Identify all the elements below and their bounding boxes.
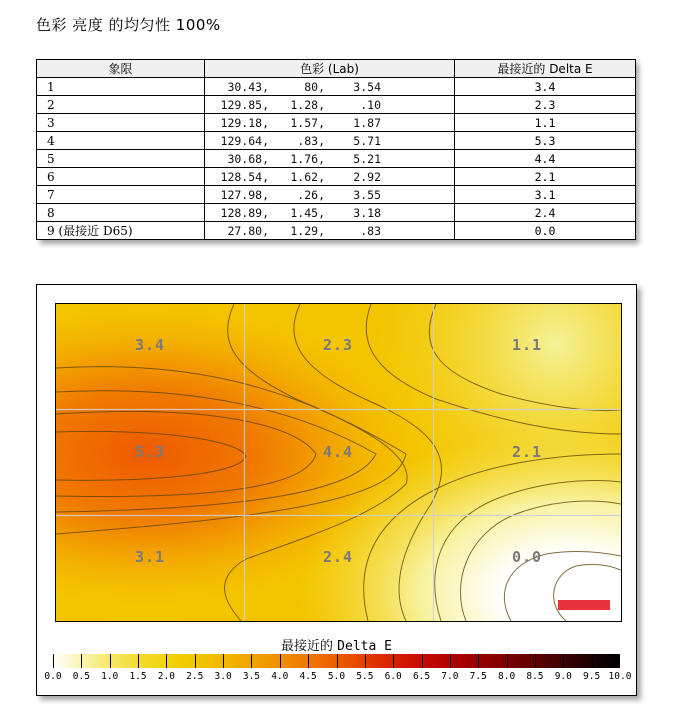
- quadrant-cell: 9 (最接近 D65): [37, 222, 205, 240]
- legend-title: 最接近的 Delta E: [281, 639, 392, 654]
- delta-e-cell: 2.4: [455, 204, 636, 222]
- header-delta-e: 最接近的 Delta E: [455, 60, 636, 78]
- cell-label-4: 5.3: [134, 443, 166, 461]
- delta-e-cell: 2.3: [455, 96, 636, 114]
- table-row: [37, 168, 636, 186]
- table-row: [37, 150, 636, 168]
- lab-l: 128.89,: [220, 205, 269, 220]
- uniformity-table: [36, 59, 635, 240]
- scale-tick-label: 1.5: [129, 671, 147, 682]
- scale-tick: [308, 654, 309, 668]
- lab-l: 30.68,: [227, 151, 269, 166]
- scale-tick-label: 2.0: [157, 671, 175, 682]
- scale-tick: [53, 654, 54, 668]
- scale-tick: [251, 654, 252, 668]
- scale-tick-label: 6.5: [412, 671, 431, 682]
- scale-tick-label: 4.5: [299, 671, 317, 682]
- scale-tick-label: 0.5: [72, 671, 90, 682]
- scale-tick-label: 10.0: [608, 671, 632, 682]
- lab-a: .26,: [297, 187, 325, 202]
- scale-tick: [450, 654, 451, 668]
- cell-label-1: 3.4: [134, 336, 166, 354]
- lab-b: 1.87: [353, 115, 381, 130]
- scale-tick-label: 0.0: [44, 671, 62, 682]
- table-row: [37, 114, 636, 132]
- lab-cell: [205, 114, 455, 132]
- lab-cell: [205, 186, 455, 204]
- lab-b: 2.92: [353, 169, 381, 184]
- scale-tick: [138, 654, 139, 668]
- quadrant-cell: 3: [37, 114, 205, 132]
- scale-tick-label: 9.5: [583, 671, 601, 682]
- delta-e-cell: 3.4: [455, 78, 636, 96]
- scale-tick: [223, 654, 224, 668]
- lab-b: 3.55: [353, 187, 381, 202]
- scale-tick: [535, 654, 536, 668]
- table-header-row: [37, 60, 636, 78]
- lab-cell: [205, 132, 455, 150]
- delta-e-cell: 4.4: [455, 150, 636, 168]
- quadrant-cell: 8: [37, 204, 205, 222]
- uniformity-contour-chart: [36, 284, 637, 696]
- lab-cell: [205, 78, 455, 96]
- lab-a: 1.57,: [290, 115, 325, 130]
- scale-tick-label: 7.5: [469, 671, 487, 682]
- scale-tick: [195, 654, 196, 668]
- table-row: [37, 78, 636, 96]
- page-title: 色彩 亮度 的均匀性 100%: [36, 16, 221, 34]
- scale-tick: [337, 654, 338, 668]
- scale-tick-label: 5.5: [356, 671, 374, 682]
- quadrant-cell: 5: [37, 150, 205, 168]
- lab-b: 3.18: [353, 205, 381, 220]
- scale-tick-label: 3.0: [214, 671, 232, 682]
- scale-tick-label: 4.0: [271, 671, 289, 682]
- lab-l: 129.85,: [220, 97, 269, 112]
- scale-tick: [422, 654, 423, 668]
- scale-tick-label: 7.0: [441, 671, 459, 682]
- lab-cell: [205, 168, 455, 186]
- scale-tick: [81, 654, 82, 668]
- lab-b: 5.71: [353, 133, 381, 148]
- lab-l: 127.98,: [220, 187, 269, 202]
- scale-tick-label: 3.5: [242, 671, 261, 682]
- lab-b: .83: [360, 223, 381, 238]
- table-row: [37, 204, 636, 222]
- table-row: [37, 96, 636, 114]
- delta-e-cell: 2.1: [455, 168, 636, 186]
- delta-e-cell: 3.1: [455, 186, 636, 204]
- lab-a: .83,: [297, 133, 325, 148]
- delta-e-cell: 5.3: [455, 132, 636, 150]
- header-lab: 色彩 (Lab): [205, 60, 455, 78]
- scale-tick: [478, 654, 479, 668]
- cell-label-9: 0.0: [511, 548, 543, 566]
- scale-tick: [280, 654, 281, 668]
- quadrant-cell: 7: [37, 186, 205, 204]
- header-quadrant: 象限: [37, 60, 205, 78]
- delta-e-cell: 0.0: [455, 222, 636, 240]
- scale-tick: [365, 654, 366, 668]
- scale-tick-label: 2.5: [186, 671, 204, 682]
- cell-label-5: 4.4: [322, 443, 354, 461]
- contour-plot: [55, 303, 622, 622]
- scale-tick: [563, 654, 564, 668]
- scale-tick-label: 8.5: [526, 671, 544, 682]
- scale-tick-label: 9.0: [554, 671, 572, 682]
- lab-a: 80,: [304, 79, 325, 94]
- table-row: [37, 186, 636, 204]
- scale-tick: [592, 654, 593, 668]
- scale-tick-label: 1.0: [101, 671, 119, 682]
- cell-label-8: 2.4: [322, 548, 354, 566]
- lab-a: 1.62,: [290, 169, 325, 184]
- scale-tick-label: 8.0: [498, 671, 516, 682]
- lab-a: 1.29,: [290, 223, 325, 238]
- scale-tick: [393, 654, 394, 668]
- lab-b: 3.54: [353, 79, 381, 94]
- scale-tick-label: 6.0: [384, 671, 402, 682]
- cell-label-3: 1.1: [511, 336, 543, 354]
- lab-l: 129.18,: [220, 115, 269, 130]
- lab-a: 1.45,: [290, 205, 325, 220]
- lab-l: 128.54,: [220, 169, 269, 184]
- lab-l: 129.64,: [220, 133, 269, 148]
- lab-b: 5.21: [353, 151, 381, 166]
- cell-label-2: 2.3: [322, 336, 354, 354]
- quadrant-cell: 2: [37, 96, 205, 114]
- lab-cell: [205, 96, 455, 114]
- quadrant-cell: 6: [37, 168, 205, 186]
- cell-label-6: 2.1: [511, 443, 543, 461]
- scale-tick-label: 5.0: [327, 671, 346, 682]
- color-scale: [53, 654, 620, 668]
- delta-e-cell: 1.1: [455, 114, 636, 132]
- lab-cell: [205, 204, 455, 222]
- cell-label-7: 3.1: [134, 548, 166, 566]
- scale-tick: [507, 654, 508, 668]
- table-row: [37, 132, 636, 150]
- lab-a: 1.28,: [290, 97, 325, 112]
- brand-marker: [558, 600, 610, 610]
- scale-tick: [110, 654, 111, 668]
- scale-tick: [166, 654, 167, 668]
- lab-cell: [205, 150, 455, 168]
- lab-b: .10: [360, 97, 381, 112]
- lab-a: 1.76,: [290, 151, 325, 166]
- quadrant-cell: 4: [37, 132, 205, 150]
- table-row: [37, 222, 636, 240]
- lab-cell: [205, 222, 455, 240]
- lab-l: 27.80,: [227, 223, 269, 238]
- quadrant-cell: 1: [37, 78, 205, 96]
- lab-l: 30.43,: [227, 79, 269, 94]
